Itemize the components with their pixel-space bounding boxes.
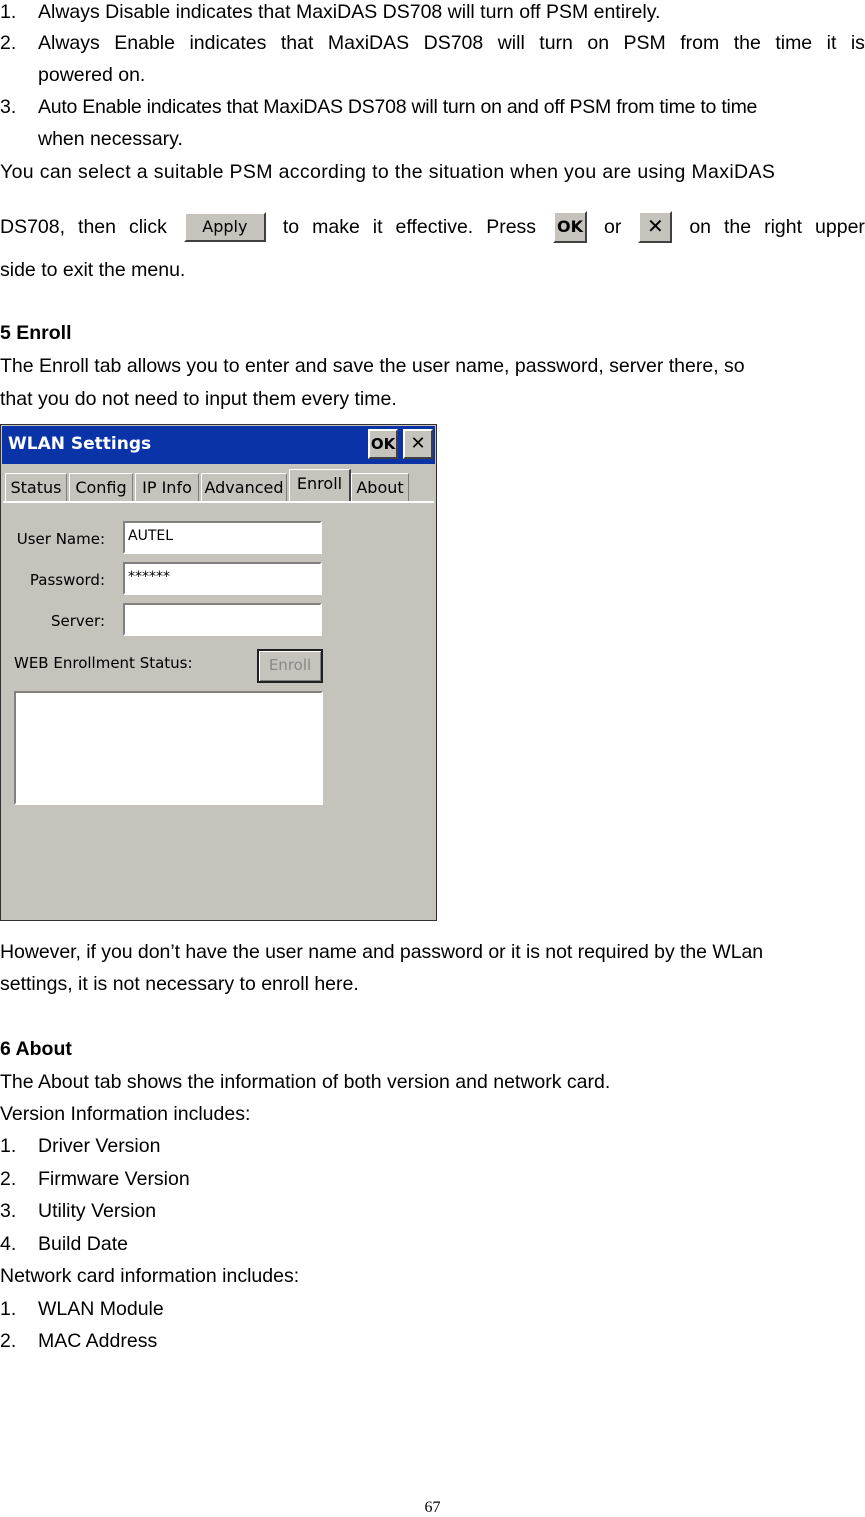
- list-number: 3.: [0, 1200, 17, 1222]
- list-number: 2.: [0, 1330, 17, 1352]
- paragraph-line: Network card information includes:: [0, 1265, 300, 1287]
- list-number: 1.: [0, 1, 17, 23]
- server-input[interactable]: [123, 603, 322, 636]
- text-then: then: [78, 216, 116, 238]
- paragraph-line: However, if you don’t have the user name and password or it is not required by the WLan: [0, 941, 764, 963]
- server-label: Server:: [51, 612, 105, 630]
- justified-word: indicates: [189, 32, 267, 54]
- justified-word: Enable: [114, 32, 175, 54]
- section-heading-about: 6 About: [0, 1038, 72, 1060]
- list-text-justified: [38, 31, 865, 55]
- list-number: 1.: [0, 1298, 17, 1320]
- text-click: click: [128, 216, 167, 238]
- window-title: WLAN Settings: [8, 434, 152, 454]
- text-upper: upper: [815, 216, 865, 238]
- text-on: on: [689, 216, 712, 238]
- justified-word: from: [680, 32, 720, 54]
- justified-word: time: [775, 32, 813, 54]
- justified-word: MaxiDAS: [327, 32, 410, 54]
- text-it: it: [372, 216, 383, 238]
- list-text: Utility Version: [38, 1200, 157, 1222]
- justified-word: it: [826, 32, 837, 54]
- paragraph-line: The About tab shows the information of both version and network card.: [0, 1071, 611, 1093]
- justified-word: is: [850, 32, 865, 54]
- tab-enroll[interactable]: Enroll: [289, 469, 351, 503]
- justified-word: DS708: [423, 32, 484, 54]
- justified-word: turn: [539, 32, 573, 54]
- paragraph-line: You can select a suitable PSM according to the situation when you are using MaxiDAS: [0, 161, 776, 183]
- paragraph-line-with-icons: [0, 210, 865, 244]
- justified-word: will: [497, 32, 525, 54]
- tab-status[interactable]: Status: [5, 473, 67, 501]
- list-text: Build Date: [38, 1233, 128, 1255]
- tab-about[interactable]: About: [351, 473, 409, 501]
- password-label: Password:: [29, 571, 105, 589]
- list-text: when necessary.: [38, 128, 183, 150]
- enroll-button[interactable]: Enroll: [257, 649, 323, 683]
- list-number: 2.: [0, 1168, 17, 1190]
- text-or: or: [604, 216, 622, 238]
- user-name-input[interactable]: AUTEL: [123, 521, 322, 554]
- web-enrollment-status-label: WEB Enrollment Status:: [14, 654, 193, 672]
- justified-word: PSM: [623, 32, 666, 54]
- tab-panel-edge: [3, 501, 434, 503]
- list-number: 4.: [0, 1233, 17, 1255]
- justified-word: that: [280, 32, 314, 54]
- list-text: Auto Enable indicates that MaxiDAS DS708 will turn on and off PSM from time to time: [38, 96, 758, 118]
- tab-config[interactable]: Config: [69, 473, 133, 501]
- list-text: Firmware Version: [38, 1168, 190, 1190]
- tab-advanced[interactable]: Advanced: [201, 473, 287, 501]
- window-titlebar: [2, 426, 435, 464]
- text-make: make: [312, 216, 360, 238]
- justified-word: on: [587, 32, 610, 54]
- text-the: the: [724, 216, 752, 238]
- enrollment-status-box: [14, 691, 323, 805]
- justified-word: Always: [38, 32, 100, 54]
- list-number: 2.: [0, 32, 17, 54]
- ok-button[interactable]: OK: [368, 429, 398, 459]
- list-number: 3.: [0, 96, 17, 118]
- password-input[interactable]: ******: [123, 562, 322, 595]
- section-heading-enroll: 5 Enroll: [0, 322, 72, 344]
- text-to: to: [282, 216, 300, 238]
- close-icon: ✕: [638, 211, 672, 243]
- text-effective: effective.: [395, 216, 474, 238]
- list-text: Always Disable indicates that MaxiDAS DS708 will turn off PSM entirely.: [38, 1, 661, 23]
- paragraph-line: The Enroll tab allows you to enter and save the user name, password, server there, so: [0, 355, 745, 377]
- user-name-label: User Name:: [16, 530, 105, 548]
- list-number: 1.: [0, 1135, 17, 1157]
- list-text: MAC Address: [38, 1330, 158, 1352]
- justified-word: the: [733, 32, 761, 54]
- page-number: 67: [424, 1499, 441, 1516]
- tab-ip-info[interactable]: IP Info: [135, 473, 199, 501]
- paragraph-line: that you do not need to input them every time.: [0, 388, 397, 410]
- text-press: Press: [486, 216, 537, 238]
- list-text: powered on.: [38, 64, 146, 86]
- text-dds708: DS708,: [0, 216, 66, 238]
- paragraph-line: settings, it is not necessary to enroll here.: [0, 973, 359, 995]
- ok-icon: OK: [553, 211, 587, 243]
- apply-button-image: Apply: [184, 212, 266, 242]
- close-button[interactable]: ✕: [403, 429, 433, 459]
- paragraph-line: side to exit the menu.: [0, 259, 186, 281]
- list-text: WLAN Module: [38, 1298, 164, 1320]
- paragraph-line: Version Information includes:: [0, 1103, 251, 1125]
- text-right: right: [764, 216, 803, 238]
- wlan-settings-window: [0, 424, 437, 921]
- list-text: Driver Version: [38, 1135, 161, 1157]
